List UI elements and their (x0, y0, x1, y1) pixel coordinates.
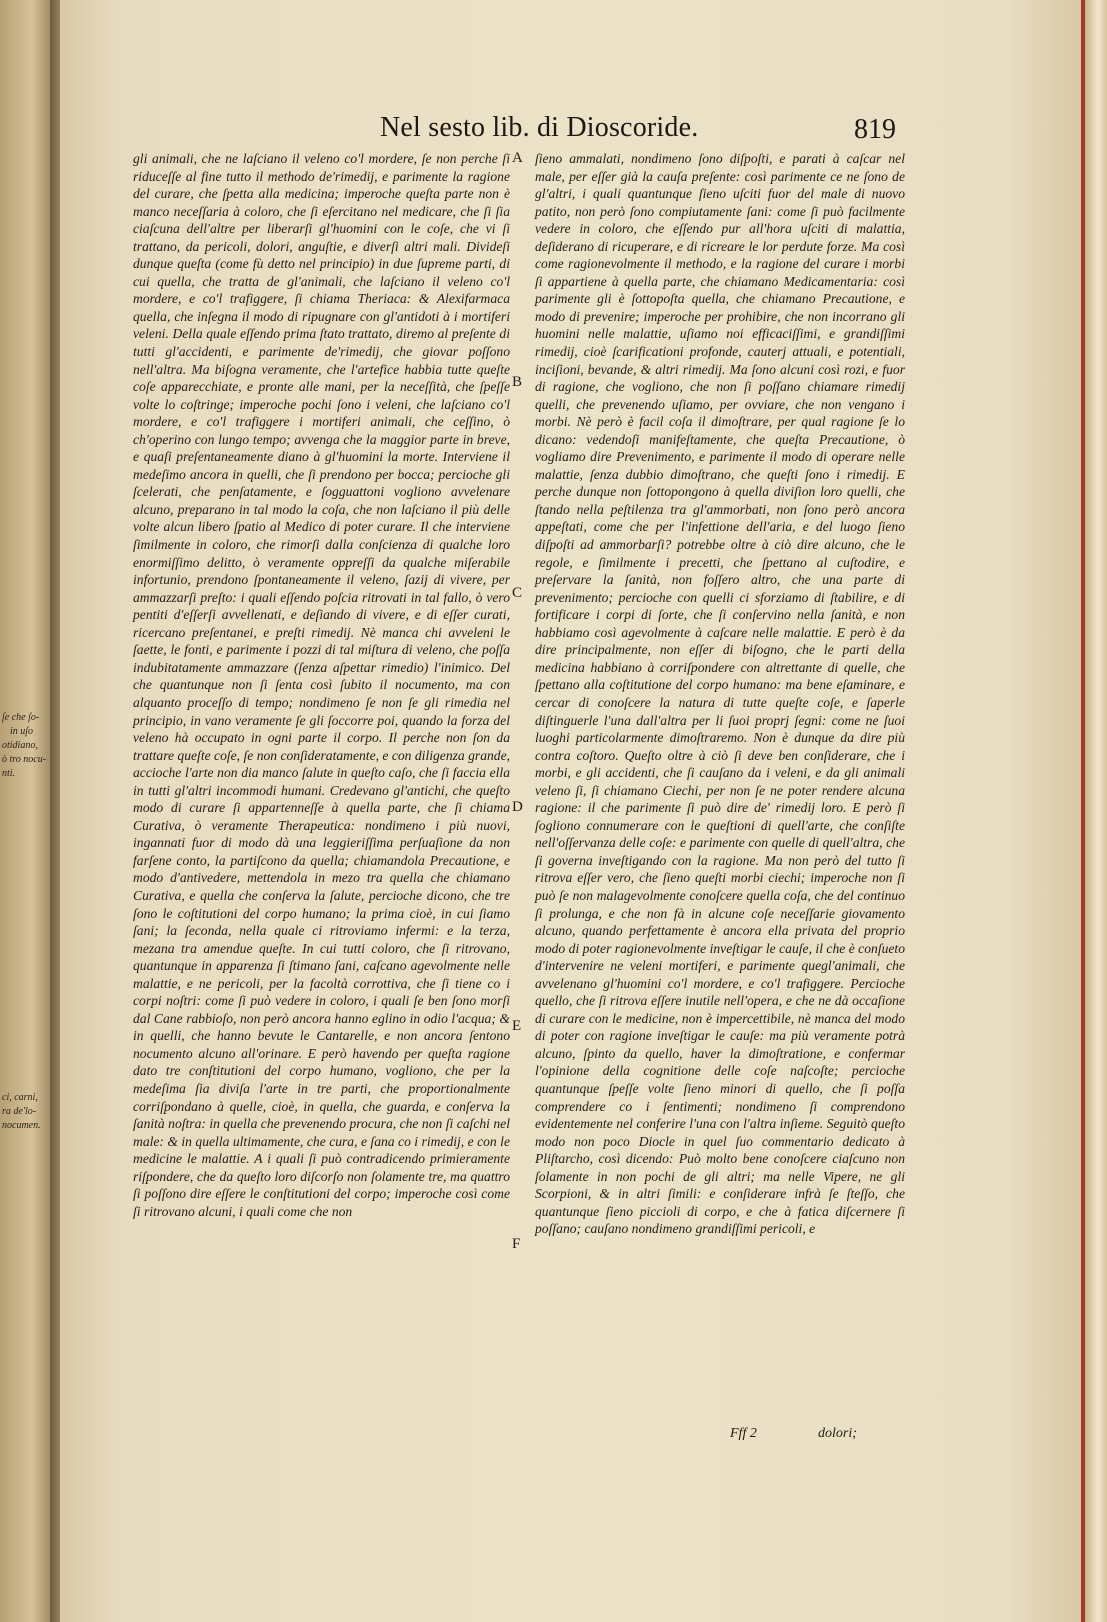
running-head: Nel sesto lib. di Dioscoride. (380, 112, 699, 143)
margin-line: nti. (2, 768, 16, 779)
section-letter: E (512, 1018, 522, 1034)
margin-line: nocumen. (2, 1120, 41, 1131)
section-letter: D (512, 799, 523, 815)
catchword: dolori; (818, 1426, 857, 1441)
text-column-right (535, 150, 905, 1238)
margin-line: ò tro nocu- (2, 754, 47, 765)
margin-line: in uſo (10, 726, 34, 737)
margin-line: ra de'lo- (2, 1106, 37, 1117)
page-number: 819 (854, 114, 896, 145)
column-text: gli animali, che ne laſciano il veleno co'l mordere, ſe non perche ſi riduceſſe al fine tutto il methodo de'rimedij, e parimente la ragione del curare, che ſpetta alla medicina; imperoche queſta parte non è manco neceſſaria à coloro, che ſi eſercitano nel medicare, che ſi ſia ciaſcuna dell'altre per liberarſi gl'huomini con le coſe, che vi ſi trattano, da pericoli, dolori, anguſtie, e diverſi altri mali. Divideſi dunque queſta (come fù detto nel principio) in due ſupreme parti, di cui quella, che tratta de gl'animali, che laſciano il veleno co'l mordere, e co'l trafiggere, ſi chiama Theriaca: & Alexifarmaca quella, che inſegna il modo di ripugnare con gl'antidoti à i mortiferi veleni. Della quale eſſendo prima ſtato trattato, diremo al preſente di tutti gl'accidenti, e parimente de'rimedij, che giovar poſſono nell'altra. Ma biſogna veramente, che l'artefice habbia tutte queſte coſe apparecchiate, e pronte alle mani, per la neceſſità, che ſpeſſe volte lo coſtringe; imperoche pochi ſono i veleni, che laſciano co'l mordere, e co'l trafiggere i mortiferi animali, che ceſſino, ò ch'operino con lungo tempo; avvenga che la maggior parte in breve, e quaſi preſentaneamente diano à gl'huomini la morte. Interviene il medeſimo ancora in quelli, che ſi prendono per bocca; percioche gli ſcelerati, che penſatamente, e ſogguattoni vogliono avvelenare alcuno, preparano in tal modo la coſa, che non laſciano il più delle volte alcun libero ſpatio al Medico di poter curare. Il che interviene ſimilmente in coloro, che rimorſi dalla conſcienza di qualche loro enormiſſimo delitto, ò veramente oppreſſi da qualche miſerabile infortunio, prendono ſpontaneamente il veleno, ſazij di vivere, per ammazzarſi preſto: i quali eſſendo poſcia ritrovati in tal fallo, ò vero pentiti d'eſſerſi avvellenati, e deſiando di vivere, e di eſſer curati, ricercano preſentanei, e preſti rimedij. Nè manca chi avveleni le ſaette, le fonti, e parimente i pozzi di tal miſtura di veleno, che poſſa indubitatamente ammazzare (ſenza aſpettar rimedio) l'inimico. Del che quantunque non ſi ſenta così ſubito il nocumento, ma con alquanto proceſſo di tempo; nondimeno ſe non ſe gli rimedia nel principio, in vano veramente ſe gli ſoccorre poi, quando la forza del veleno hà occupato in ogni parte il corpo. Il perche non ſon da trattare queſte coſe, ſe non conſideratamente, e con diligenza grande, accioche l'arte non dia manco ſalute in queſto caſo, che ſi faccia ella in tutti gl'altri incommodi humani. Credevano gl'antichi, che queſto modo di curare ſi appartenneſſe à quella parte, che ſi chiama Curativa, ò veramente Therapeutica: nondimeno i più nuovi, ingannati fuor di modo dà una leggieriſſima perſuaſione da non farſene conto, la partiſcono da quella; chiamandola Precautione, e modo d'antivedere, mettendola in mezo tra quella che chiamano Curativa, e quella che conſerva la ſalute, percioche dicono, che tre ſono le coſtitutioni del corpo humano; la prima cioè, in cui ſiamo ſani; la ſeconda, nella quale ci ritroviamo infermi: e la terza, mezana tra amendue queſte. In cui tutti coloro, che ſi ritrovano, quantunque in apparenza ſi ſtimano ſani, caſcano agevolmente nelle malattie, e ne pericoli, per la facoltà corrottiva, che ſi tiene co i corpi noſtri: come ſi può vedere in coloro, i quali ſe ben ſono morſi dal Cane rabbioſo, non però ancora hanno eglino in odio l'acqua; & in quelli, che hanno bevute le Cantarelle, e non ancora ſentono nocumento alcuno all'orinare. E però havendo per queſta ragione dato tre conſtitutioni del corpo humano, vogliono, che per la medeſima ſia diviſa l'arte in tre parti, che proportionalmente corriſpondano à quelle, cioè, in quella, che guarda, e conſerva la ſanità noſtra: in quella che prevenendo procura, che non ſi caſchi nel male: & in quella ultimamente, che cura, e ſana co i rimedij, e con le medicine le malattie. A i quali ſi può contradicendo primieramente riſpondere, che da queſto loro diſcorſo non ſolamente tre, ma quattro ſi poſſono dire eſſere le conſtitutioni del corpo; imperoche così come ſi ritrovano alcuni, i quali come che non (133, 151, 511, 1219)
margin-line: ſe che ſo- (2, 712, 40, 723)
text-column-left (133, 150, 510, 1220)
signature-mark: Fff 2 (730, 1426, 757, 1441)
margin-line: otidiano, (2, 740, 38, 751)
column-text: ſieno ammalati, nondimeno ſono diſpoſti, e parati à caſcar nel male, per eſſer già la cauſa preſente: così parimente ce ne ſono de gl'altri, i quali quantunque ſieno uſciti fuor del male di nuovo patito, non però ſono compiutamente ſani: come ſi può facilmente vedere in coloro, che eſſendo pur all'hora uſciti di malattia, deſiderano di ricuperare, e di ricreare le lor perdute forze. Ma così come ragionevolmente il methodo, e la ragione del curare i morbi ſi appartiene à quella parte, che chiamano Medicamentaria: così parimente gli è ſottopoſta quella, che chiamano Precautione, e modo di prevenire; imperoche per prohibire, che non incorrano gli huomini nelle malattie, uſiamo noi efficaciſſimi, e grandiſſimi rimedij, cioè ſcarificationi profonde, cauterj attuali, e potentiali, inciſioni, bevande, & altri rimedij. Ma ſono alcuni così rozi, e fuor di ragione, che vogliono, che non ſi poſſano chiamare rimedij quelli, che prevenendo uſiamo, per ovviare, che non vengano i morbi. Nè però è facil coſa il dimoſtrare, per qual ragione ſe lo dicano: vedendoſi manifeſtamente, che queſta Precautione, ò vogliamo dire Prevenimento, e parimente il modo di operare nelle malattie, ſenza dubbio dimoſtrano, che queſti ſono i rimedij. E perche dunque non ſottopongono à quella diviſion loro quelli, che ſtando nella peſtilenza tra gl'ammorbati, non ſono però ancora appeſtati, come che per l'infettione dell'aria, e del luogo ſieno diſpoſti ad ammorbarſi? potrebbe oltre à ciò dire alcuno, che le regole, e ſimilmente i precetti, che ſpettano al cuſtodire, e preſervare la ſanità, non foſſero altro, che una parte di prevenimento; percioche con quelli ci sforziamo di ſtabilire, e di fortificare i corpi di ſorte, che ſi conſervino nella ſanità, e non habbiamo così agevolmente à caſcare nelle malattie. E però è da dire principalmente, non eſſer di biſogno, che le parti della medicina habbiano à corriſpondere con altrettante di quelle, che ſpettano alla coſtitutione del corpo humano: ma bene eſaminare, e cercar di conoſcere la natura di tutte queſte coſe, e ſaperle diſtinguerle l'una dall'altra per li ſuoi proprj ſegni: come ne ſuoi luoghi particolarmente dimoſtraremo. Non è dunque da dire più contra coſtoro. Queſto oltre à ciò ſi deve ben conſiderare, che i morbi, e gli accidenti, che ſi cauſano da i veleni, e da gli animali veleno ſi, ſi chiamano Ciechi, per non ſe ne poter rendere alcuna ragione: il che parimente ſi può dire de' rimedij loro. E però ſi ſogliono connumerare con le queſtioni di quell'arte, che conſiſte nell'oſſervanza delle coſe: e parimente con quelle di quell'altra, che ſi governa inveſtigando con la ragione. Ma non però del tutto ſi ritrova eſſer vero, che ſieno queſti morbi ciechi; imperoche non ſi può ſe non malagevolmente conoſcere quella coſa, che del continuo ſi prolunga, e che non fà in alcune coſe neceſſarie giovamento alcuno, quando perfettamente è ancora ella privata del proprio modo di poter ragionevolmente inveſtigar le cauſe, il che è conſueto d'intervenire ne veleni mortiferi, e parimente quegl'animali, che avvelenano gl'huomini co'l mordere, e co'l trafiggere. Percioche quello, che ſi ritrova eſſere inutile nell'opera, e che ne dà occaſione di curare con le medicine, non è impercettibile, nè manca del modo di poter con ragione inveſtigar le cauſe: ma più veramente potrà alcuno, ſpinto da quello, haver la dimoſtratione, e confermar l'opinione della cognitione delle coſe naſcoſte; percioche quantunque ſpeſſe volte ſieno minori di quello, che ſi poſſa comprendere co i ſentimenti; nondimeno ſi comprendono evidentemente nel conferire l'una con l'altra inſieme. Seguitò queſto modo non poco Diocle in quel ſuo commentario dedicato à Pliſtarcho, così dicendo: Può molto bene conoſcere ciaſcuno non ſolamente in non pochi de gli altri; ma nelle Vipere, ne gli Scorpioni, & in altri ſimili: e conſiderare infrà ſe ſteſſo, che quantunque ſieno piccioli di corpo, e che à fatica diſcernere ſi poſſano; cauſano nondimeno grandiſſimi pericoli, e (535, 151, 905, 1237)
section-letter: A (512, 150, 523, 166)
section-letter: C (512, 585, 523, 601)
section-letter: F (512, 1236, 521, 1252)
section-letter: B (512, 374, 523, 390)
page-fore-edge (1085, 0, 1107, 1622)
margin-line: ci, carni, (2, 1092, 38, 1103)
